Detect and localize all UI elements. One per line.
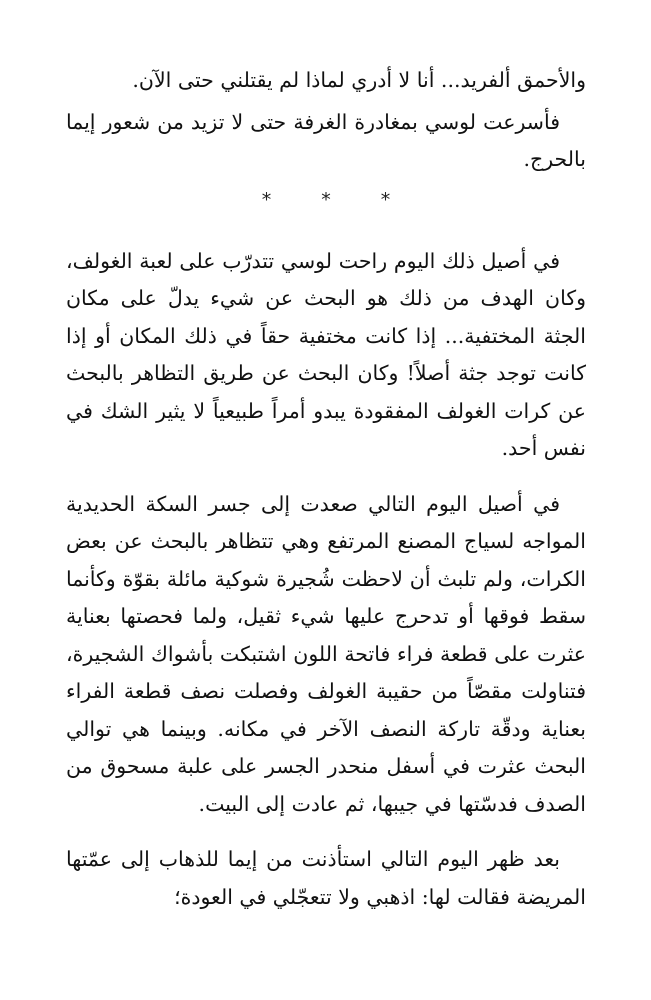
paragraph-4: في أصيل اليوم التالي صعدت إلى جسر السكة الحديدية المواجه لسياج المصنع المرتفع وهي تتظاهر بالبحث عن بعض الكرات، ولم تلبث أن لاحظت شُجيرة شوكية مائلة بقوّة وكأنما سقط فوقها أو تدحرج عليها شيء ثقيل، ولما فحصتها بعناية عثرت على قطعة فراء فاتحة اللون اشتبكت بأشواك الشجيرة، فتناولت مقصّاً من حقيبة الغولف وفصلت نصف قطعة الفراء بعناية ودقّة تاركة النصف الآخر في مكانه. وبينما هي توالي البحث عثرت في أسفل منحدر الجسر على علبة مسحوق من الصدف فدسّتها في جيبها، ثم عادت إلى البيت. [66, 491, 586, 816]
paragraph-2: فأسرعت لوسي بمغادرة الغرفة حتى لا تزيد من شعور إيما بالحرج. [66, 109, 586, 171]
section-separator: * * * [261, 188, 413, 211]
paragraph-5: بعد ظهر اليوم التالي استأذنت من إيما للذهاب إلى عمّتها المريضة فقالت لها: اذهبي ولا تتعجّلي في العودة؛ [66, 847, 586, 909]
paragraph-3: في أصيل ذلك اليوم راحت لوسي تتدرّب على لعبة الغولف، وكان الهدف من ذلك هو البحث عن شيء يدلّ على مكان الجثة المختفية... إذا كانت مختفية حقاً في ذلك المكان أو إذا كانت توجد جثة أصلاً! وكان البحث عن طريق التظاهر بالبحث عن كرات الغولف المفقودة يبدو أمراً طبيعياً لا يثير الشك في نفس أحد. [66, 248, 586, 460]
book-page [66, 62, 586, 916]
paragraph-1: والأحمق ألفريد... أنا لا أدري لماذا لم يقتلني حتى الآن. [132, 68, 586, 92]
